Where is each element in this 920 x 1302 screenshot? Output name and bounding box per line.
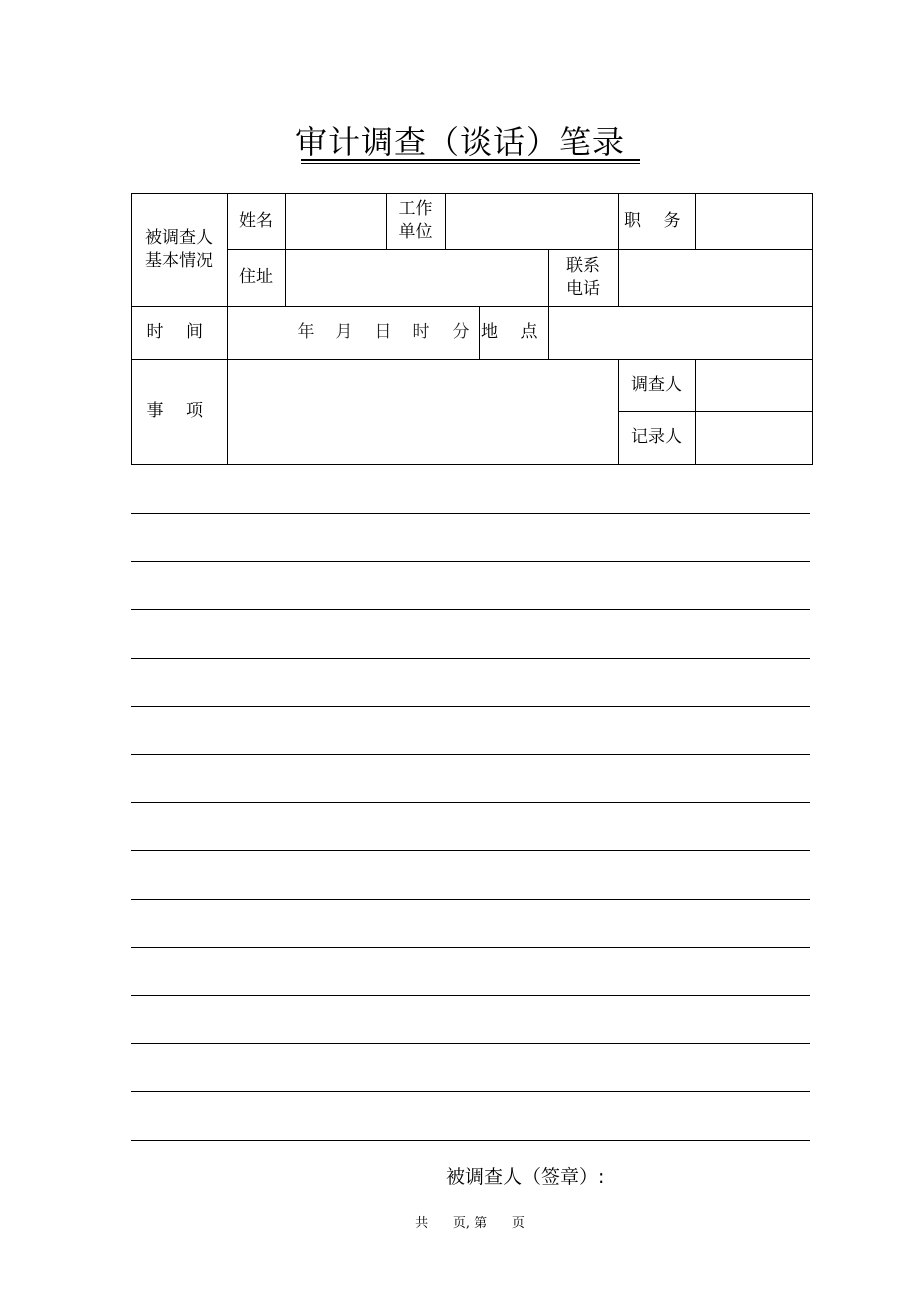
writing-line[interactable] bbox=[131, 513, 810, 514]
writing-line[interactable] bbox=[131, 561, 810, 562]
title-double-underline bbox=[301, 159, 640, 161]
subject-info-table bbox=[131, 193, 813, 465]
subject-info-label: 被调查人 基本情况 bbox=[145, 227, 213, 271]
name-field[interactable] bbox=[285, 193, 386, 249]
writing-line[interactable] bbox=[131, 706, 810, 707]
matter-field[interactable] bbox=[227, 359, 618, 464]
writing-line[interactable] bbox=[131, 850, 810, 851]
writing-line[interactable] bbox=[131, 802, 810, 803]
address-field[interactable] bbox=[285, 249, 548, 306]
work-unit-label: 工作 单位 bbox=[398, 199, 433, 242]
table-border-bottom bbox=[131, 464, 813, 465]
location-field[interactable] bbox=[548, 306, 812, 359]
investigator-field[interactable] bbox=[695, 359, 812, 411]
table-border-right bbox=[812, 193, 813, 465]
work-unit-field[interactable] bbox=[445, 193, 618, 249]
writing-line[interactable] bbox=[131, 995, 810, 996]
writing-line[interactable] bbox=[131, 1043, 810, 1044]
position-field[interactable] bbox=[695, 193, 812, 249]
writing-line[interactable] bbox=[131, 1091, 810, 1092]
recorder-field[interactable] bbox=[695, 411, 812, 464]
date-year-label: 年 bbox=[297, 322, 315, 342]
location-label: 地 点 bbox=[481, 322, 546, 342]
date-day-label: 日 bbox=[374, 322, 392, 342]
date-hour-label: 时 bbox=[412, 322, 430, 342]
page-counter: 共 页, 第 页 bbox=[415, 1216, 525, 1231]
phone-label: 联系 电话 bbox=[566, 255, 600, 299]
address-label: 住址 bbox=[239, 267, 273, 287]
time-label: 时 间 bbox=[146, 322, 212, 342]
signature-label: 被调查人（签章）: bbox=[446, 1166, 605, 1188]
writing-line[interactable] bbox=[131, 658, 810, 659]
title-double-underline-inner bbox=[301, 163, 640, 164]
writing-line[interactable] bbox=[131, 947, 810, 948]
writing-line[interactable] bbox=[131, 609, 810, 610]
name-label: 姓名 bbox=[239, 210, 273, 231]
date-month-label: 月 bbox=[335, 322, 353, 342]
date-minute-label: 分 bbox=[452, 322, 470, 342]
phone-field[interactable] bbox=[618, 249, 812, 306]
matter-label: 事 项 bbox=[146, 401, 212, 421]
position-label: 职 务 bbox=[624, 210, 689, 231]
writing-line[interactable] bbox=[131, 899, 810, 900]
investigator-label: 调查人 bbox=[631, 374, 682, 395]
writing-line[interactable] bbox=[131, 1140, 810, 1141]
recorder-label: 记录人 bbox=[631, 427, 682, 447]
writing-line[interactable] bbox=[131, 754, 810, 755]
document-title: 审计调查（谈话）笔录 bbox=[294, 123, 625, 161]
